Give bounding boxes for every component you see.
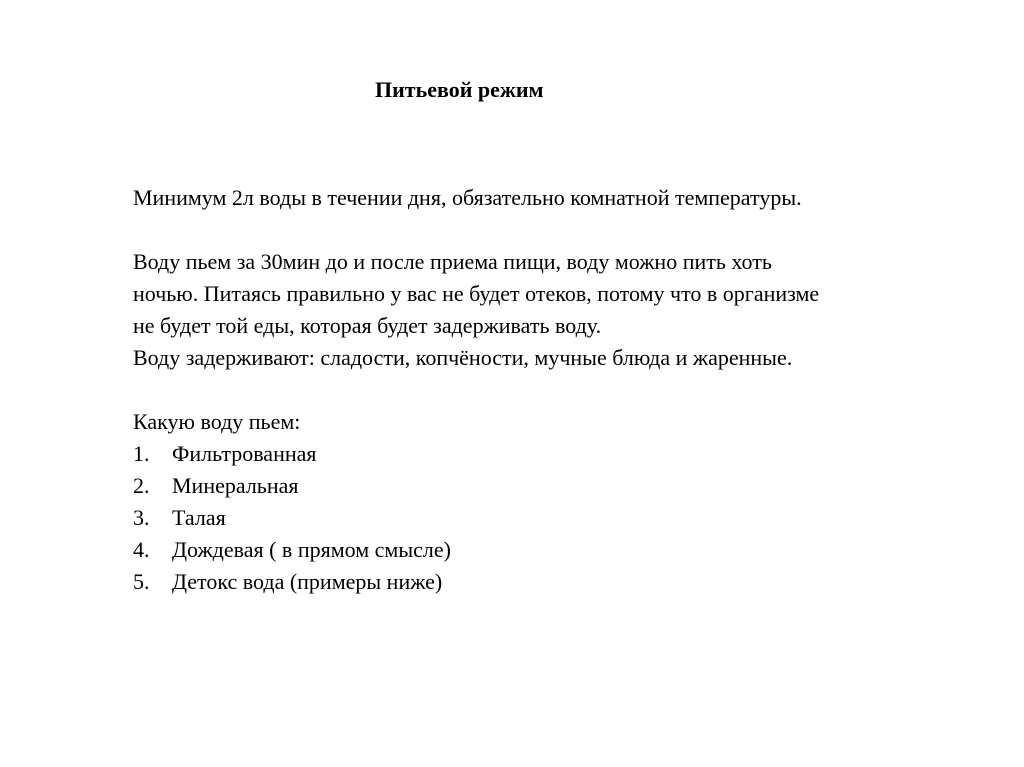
list-item-label: Дождевая ( в прямом смысле) (172, 537, 451, 562)
paragraph-line: ночью. Питаясь правильно у вас не будет отеков, потому что в организме (133, 281, 820, 306)
list-item-label: Талая (172, 505, 226, 530)
list-item-number: 1. (133, 441, 150, 466)
list-item-label: Детокс вода (примеры ниже) (172, 569, 443, 594)
list-item (133, 502, 953, 534)
list-item-label: Фильтрованная (172, 441, 317, 466)
list-item-number: 2. (133, 473, 150, 498)
list-heading: Какую воду пьем: (133, 409, 301, 434)
paragraph-line: Воду пьем за 30мин до и после приема пищи, воду можно пить хоть (133, 249, 772, 274)
list-item (133, 534, 953, 566)
list-item (133, 470, 953, 502)
page-title: Питьевой режим (375, 77, 544, 102)
paragraph-line: Воду задерживают: сладости, копчёности, мучные блюда и жаренные. (133, 345, 793, 370)
paragraph-line: Минимум 2л воды в течении дня, обязательно комнатной температуры. (133, 185, 802, 210)
paragraph-spacer (133, 214, 953, 246)
list-item-number: 4. (133, 537, 150, 562)
list-item (133, 438, 953, 470)
list-item-label: Минеральная (172, 473, 299, 498)
list-item-number: 3. (133, 505, 150, 530)
list-item (133, 566, 953, 598)
list-item-number: 5. (133, 569, 150, 594)
paragraph-spacer (133, 374, 953, 406)
slide-body (133, 182, 953, 598)
paragraph-line: не будет той еды, которая будет задерживать воду. (133, 313, 602, 338)
water-types-list (133, 438, 953, 598)
